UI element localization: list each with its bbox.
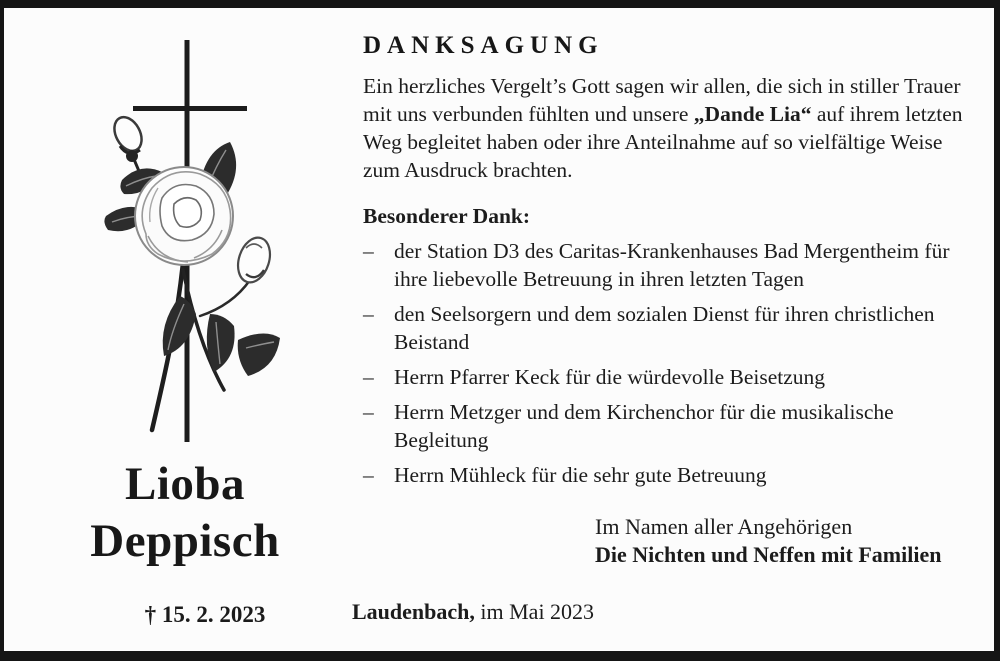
- rose-bud-right: [233, 233, 276, 286]
- rose-bud: [109, 112, 147, 162]
- notice-title: DANKSAGUNG: [363, 32, 604, 59]
- white-rose: [135, 167, 233, 265]
- signature-block: [595, 513, 941, 569]
- signature-family-line: Die Nichten und Neffen mit Familien: [595, 542, 942, 567]
- thanks-list: [363, 237, 975, 496]
- thanks-item-text: Herrn Mühleck für die sehr gute Betreuung: [394, 463, 767, 487]
- cross-and-rose-illustration: [88, 38, 290, 452]
- thanks-item-text: den Seelsorgern und dem sozialen Dienst für ihren christlichen Beistand: [394, 302, 935, 354]
- deceased-last-name: Deppisch: [90, 515, 280, 567]
- intro-paragraph: [363, 72, 965, 184]
- place-name: Laudenbach,: [352, 599, 475, 624]
- thanks-item: [363, 461, 975, 489]
- thanks-item-text: der Station D3 des Caritas-Krankenhauses Bad Mergentheim für ihre liebevolle Betreuung in ihren letzten Tagen: [394, 239, 950, 291]
- dash-marker: –: [363, 302, 374, 326]
- dash-marker: –: [363, 400, 374, 424]
- special-thanks-heading: Besonderer Dank:: [363, 204, 531, 228]
- date-text: im Mai 2023: [474, 599, 595, 624]
- intro-text-before: Ein herzliches Vergelt’s Gott sagen wir allen, die sich in stiller Trauer mit uns verbunden fühlten und unsere: [363, 74, 961, 126]
- deceased-first-name: Lioba: [124, 458, 246, 510]
- thanks-item-text: Herrn Metzger und dem Kirchenchor für die musikalische Begleitung: [394, 400, 894, 452]
- place-date-line: [352, 599, 594, 625]
- dash-marker: –: [363, 463, 374, 487]
- thanks-item: [363, 300, 975, 356]
- intro-text-after: auf ihrem letzten Weg begleitet haben oder ihre Anteilnahme auf so vielfältige Weise zum Ausdruck brachten.: [363, 102, 963, 182]
- signature-line: Im Namen aller Angehörigen: [595, 514, 853, 539]
- dash-marker: –: [363, 239, 374, 263]
- thanks-item-text: Herrn Pfarrer Keck für die würdevolle Beisetzung: [394, 365, 826, 389]
- nickname-bold: „Dande Lia“: [693, 102, 812, 126]
- deceased-name: [20, 456, 350, 570]
- thanks-item: [363, 237, 975, 293]
- thanks-item: [363, 398, 975, 454]
- thanks-item: [363, 363, 975, 391]
- death-date: † 15. 2. 2023: [144, 602, 266, 627]
- notice-card: [4, 8, 994, 651]
- dash-marker: –: [363, 365, 374, 389]
